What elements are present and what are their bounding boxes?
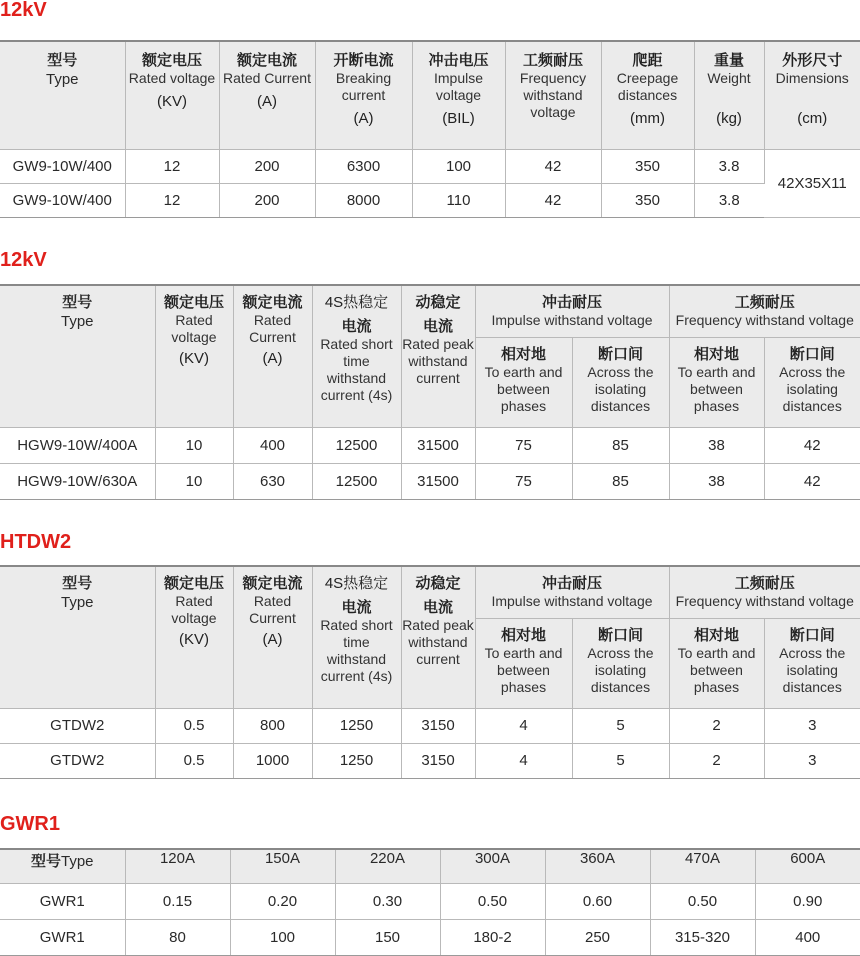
header-zh: 断口间 bbox=[765, 346, 860, 364]
header-en: Impulse withstand voltage bbox=[476, 593, 669, 610]
header-isolating bbox=[572, 618, 669, 708]
header-unit: (KV) bbox=[126, 93, 219, 111]
header-dynamic-current bbox=[401, 285, 475, 427]
header-en: Rated peak withstand current bbox=[402, 617, 475, 668]
header-thermal-current bbox=[312, 285, 401, 427]
header-type-en: Type bbox=[0, 312, 155, 332]
cell: 10 bbox=[155, 463, 233, 499]
header-rated-current bbox=[233, 285, 312, 427]
cell: 110 bbox=[412, 183, 505, 217]
cell: 8000 bbox=[315, 183, 412, 217]
header-rating: 470A bbox=[650, 849, 755, 883]
header-type-zh: 型号 bbox=[31, 853, 61, 870]
header-rating: 150A bbox=[230, 849, 335, 883]
header-en: Weight bbox=[695, 70, 764, 87]
cell: 38 bbox=[669, 427, 764, 463]
cell-dimensions: 42X35X11 bbox=[764, 149, 860, 217]
cell: 6300 bbox=[315, 149, 412, 183]
header-rating: 600A bbox=[755, 849, 860, 883]
header-impulse-withstand bbox=[475, 285, 669, 337]
section-title-htdw2: HTDW2 bbox=[0, 532, 71, 552]
header-frequency-withstand bbox=[505, 41, 601, 149]
cell: 75 bbox=[475, 463, 572, 499]
header-type-zh: 型号 bbox=[0, 52, 125, 70]
header-en: Across the isolating distances bbox=[765, 645, 860, 696]
table-row bbox=[0, 919, 860, 955]
header-en: Across the isolating distances bbox=[765, 364, 860, 415]
cell: 0.30 bbox=[335, 883, 440, 919]
header-dynamic-current bbox=[401, 566, 475, 708]
table-row bbox=[0, 149, 860, 183]
section-title-gw9: 12kV bbox=[0, 0, 47, 20]
cell: 1250 bbox=[312, 743, 401, 778]
header-zh: 额定电压 bbox=[156, 294, 233, 312]
header-rated-voltage bbox=[155, 566, 233, 708]
cell-type: GTDW2 bbox=[0, 708, 155, 743]
section-title-hgw9: 12kV bbox=[0, 250, 47, 270]
cell: 42 bbox=[764, 427, 860, 463]
header-en: Impulse withstand voltage bbox=[476, 312, 669, 329]
cell-type: GW9-10W/400 bbox=[0, 183, 125, 217]
header-type-zh: 型号 bbox=[0, 575, 155, 593]
cell: 1250 bbox=[312, 708, 401, 743]
cell: 630 bbox=[233, 463, 312, 499]
section-title-gwr1: GWR1 bbox=[0, 814, 60, 834]
header-isolating bbox=[764, 337, 860, 427]
cell: 100 bbox=[412, 149, 505, 183]
header-en: Rated voltage bbox=[156, 312, 233, 346]
cell: 400 bbox=[755, 919, 860, 955]
header-zh: 工频耐压 bbox=[670, 575, 860, 593]
table-row bbox=[0, 463, 860, 499]
header-zh: 额定电流 bbox=[220, 52, 315, 70]
header-breaking-current bbox=[315, 41, 412, 149]
cell-type: GWR1 bbox=[0, 883, 125, 919]
cell: 0.90 bbox=[755, 883, 860, 919]
header-zh: 外形尺寸 bbox=[765, 52, 860, 70]
cell: 42 bbox=[505, 149, 601, 183]
cell: 2 bbox=[669, 708, 764, 743]
cell: 200 bbox=[219, 183, 315, 217]
header-en: Breaking current bbox=[316, 70, 412, 104]
header-en: To earth and between phases bbox=[476, 645, 572, 696]
header-en: Across the isolating distances bbox=[573, 645, 669, 696]
hgw9-spec-table bbox=[0, 284, 860, 500]
cell: 12500 bbox=[312, 427, 401, 463]
header-en: To earth and between phases bbox=[670, 645, 764, 696]
cell: 31500 bbox=[401, 427, 475, 463]
header-zh: 开断电流 bbox=[316, 52, 412, 70]
cell: 0.50 bbox=[650, 883, 755, 919]
hgw9-header-row-1 bbox=[0, 285, 860, 337]
header-zh: 断口间 bbox=[765, 627, 860, 645]
header-en: Rated short time withstand current (4s) bbox=[313, 617, 401, 685]
cell: 3150 bbox=[401, 708, 475, 743]
header-en: Rated Current bbox=[220, 70, 315, 87]
header-rating: 300A bbox=[440, 849, 545, 883]
header-to-earth bbox=[669, 618, 764, 708]
header-zh: 断口间 bbox=[573, 346, 669, 364]
cell-type: GTDW2 bbox=[0, 743, 155, 778]
header-en: Creepage distances bbox=[602, 70, 694, 104]
header-unit: (A) bbox=[234, 350, 312, 368]
cell: 42 bbox=[505, 183, 601, 217]
header-zh: 额定电压 bbox=[156, 575, 233, 593]
cell: 350 bbox=[601, 183, 694, 217]
header-unit: (cm) bbox=[765, 110, 860, 128]
header-impulse-voltage bbox=[412, 41, 505, 149]
header-zh: 动稳定 bbox=[402, 294, 475, 312]
table-row bbox=[0, 708, 860, 743]
header-zh: 工频耐压 bbox=[506, 52, 601, 70]
header-unit: (kg) bbox=[695, 110, 764, 128]
cell: 0.60 bbox=[545, 883, 650, 919]
header-en: To earth and between phases bbox=[476, 364, 572, 415]
cell: 75 bbox=[475, 427, 572, 463]
header-zh: 动稳定 bbox=[402, 575, 475, 593]
cell: 10 bbox=[155, 427, 233, 463]
header-rated-voltage bbox=[125, 41, 219, 149]
header-zh: 额定电流 bbox=[234, 575, 312, 593]
header-zh: 相对地 bbox=[476, 346, 572, 364]
header-zh: 4S热稳定 bbox=[313, 294, 401, 312]
cell: 2 bbox=[669, 743, 764, 778]
cell: 1000 bbox=[233, 743, 312, 778]
gw9-spec-table bbox=[0, 40, 860, 218]
cell: 85 bbox=[572, 463, 669, 499]
header-zh: 电流 bbox=[402, 318, 475, 336]
cell: 0.5 bbox=[155, 743, 233, 778]
header-rating: 360A bbox=[545, 849, 650, 883]
header-thermal-current bbox=[312, 566, 401, 708]
cell: 250 bbox=[545, 919, 650, 955]
cell: 3 bbox=[764, 708, 860, 743]
header-unit: (A) bbox=[316, 110, 412, 128]
cell: 0.15 bbox=[125, 883, 230, 919]
header-creepage bbox=[601, 41, 694, 149]
cell: 3.8 bbox=[694, 149, 764, 183]
header-type-en: Type bbox=[0, 70, 125, 90]
header-zh: 4S热稳定 bbox=[313, 575, 401, 593]
header-type bbox=[0, 285, 155, 427]
header-to-earth bbox=[475, 618, 572, 708]
header-unit: (KV) bbox=[156, 350, 233, 368]
header-zh: 断口间 bbox=[573, 627, 669, 645]
cell: 5 bbox=[572, 743, 669, 778]
header-zh: 额定电流 bbox=[234, 294, 312, 312]
cell: 800 bbox=[233, 708, 312, 743]
gw9-header-row bbox=[0, 41, 860, 149]
cell: 4 bbox=[475, 708, 572, 743]
table-row bbox=[0, 743, 860, 778]
header-type bbox=[0, 849, 125, 883]
cell: 31500 bbox=[401, 463, 475, 499]
header-en: Frequency withstand voltage bbox=[670, 593, 860, 610]
cell-type: GWR1 bbox=[0, 919, 125, 955]
header-impulse-withstand bbox=[475, 566, 669, 618]
table-row bbox=[0, 183, 860, 217]
cell: 150 bbox=[335, 919, 440, 955]
table-row bbox=[0, 883, 860, 919]
header-en: Frequency withstand voltage bbox=[670, 312, 860, 329]
cell: 12 bbox=[125, 149, 219, 183]
header-en: Rated Current bbox=[234, 593, 312, 627]
header-en: Rated Current bbox=[234, 312, 312, 346]
header-rating: 220A bbox=[335, 849, 440, 883]
header-unit: (A) bbox=[220, 93, 315, 111]
header-zh: 电流 bbox=[313, 599, 401, 617]
cell: 80 bbox=[125, 919, 230, 955]
header-en: Rated peak withstand current bbox=[402, 336, 475, 387]
header-zh: 电流 bbox=[313, 318, 401, 336]
cell: 42 bbox=[764, 463, 860, 499]
header-zh: 冲击电压 bbox=[413, 52, 505, 70]
cell: 12500 bbox=[312, 463, 401, 499]
header-to-earth bbox=[669, 337, 764, 427]
header-zh: 爬距 bbox=[602, 52, 694, 70]
header-zh: 重量 bbox=[695, 52, 764, 70]
header-rating: 120A bbox=[125, 849, 230, 883]
header-zh: 相对地 bbox=[670, 346, 764, 364]
table-row bbox=[0, 427, 860, 463]
header-unit: (A) bbox=[234, 631, 312, 649]
header-en: Across the isolating distances bbox=[573, 364, 669, 415]
header-isolating bbox=[764, 618, 860, 708]
header-frequency-withstand bbox=[669, 566, 860, 618]
cell: 85 bbox=[572, 427, 669, 463]
cell: 3150 bbox=[401, 743, 475, 778]
header-en: To earth and between phases bbox=[670, 364, 764, 415]
header-to-earth bbox=[475, 337, 572, 427]
header-zh: 电流 bbox=[402, 599, 475, 617]
header-en: Rated short time withstand current (4s) bbox=[313, 336, 401, 404]
header-unit: (mm) bbox=[602, 110, 694, 128]
cell: 12 bbox=[125, 183, 219, 217]
cell: 3 bbox=[764, 743, 860, 778]
cell-type: HGW9-10W/630A bbox=[0, 463, 155, 499]
header-isolating bbox=[572, 337, 669, 427]
cell: 0.20 bbox=[230, 883, 335, 919]
header-type bbox=[0, 566, 155, 708]
header-type bbox=[0, 41, 125, 149]
header-zh: 冲击耐压 bbox=[476, 575, 669, 593]
header-rated-voltage bbox=[155, 285, 233, 427]
header-type-en: Type bbox=[61, 853, 94, 870]
cell-type: GW9-10W/400 bbox=[0, 149, 125, 183]
cell: 350 bbox=[601, 149, 694, 183]
cell: 4 bbox=[475, 743, 572, 778]
header-dimensions bbox=[764, 41, 860, 149]
header-frequency-withstand bbox=[669, 285, 860, 337]
cell: 0.50 bbox=[440, 883, 545, 919]
header-rated-current bbox=[233, 566, 312, 708]
cell: 100 bbox=[230, 919, 335, 955]
cell: 400 bbox=[233, 427, 312, 463]
header-type-zh: 型号 bbox=[0, 294, 155, 312]
header-en: Frequency withstand voltage bbox=[506, 70, 601, 121]
header-zh: 相对地 bbox=[670, 627, 764, 645]
cell: 38 bbox=[669, 463, 764, 499]
cell-type: HGW9-10W/400A bbox=[0, 427, 155, 463]
header-zh: 相对地 bbox=[476, 627, 572, 645]
header-zh: 额定电压 bbox=[126, 52, 219, 70]
cell: 3.8 bbox=[694, 183, 764, 217]
header-zh: 冲击耐压 bbox=[476, 294, 669, 312]
gwr1-spec-table bbox=[0, 848, 860, 956]
header-weight bbox=[694, 41, 764, 149]
cell: 200 bbox=[219, 149, 315, 183]
htdw2-spec-table bbox=[0, 565, 860, 779]
header-unit: (BIL) bbox=[413, 110, 505, 128]
htdw2-header-row-1 bbox=[0, 566, 860, 618]
header-en: Rated voltage bbox=[156, 593, 233, 627]
header-zh: 工频耐压 bbox=[670, 294, 860, 312]
header-type-en: Type bbox=[0, 593, 155, 613]
header-en: Dimensions bbox=[765, 70, 860, 87]
cell: 180-2 bbox=[440, 919, 545, 955]
header-unit: (KV) bbox=[156, 631, 233, 649]
cell: 315-320 bbox=[650, 919, 755, 955]
cell: 5 bbox=[572, 708, 669, 743]
header-en: Impulse voltage bbox=[413, 70, 505, 104]
cell: 0.5 bbox=[155, 708, 233, 743]
header-rated-current bbox=[219, 41, 315, 149]
gwr1-header-row bbox=[0, 849, 860, 883]
header-en: Rated voltage bbox=[126, 70, 219, 87]
